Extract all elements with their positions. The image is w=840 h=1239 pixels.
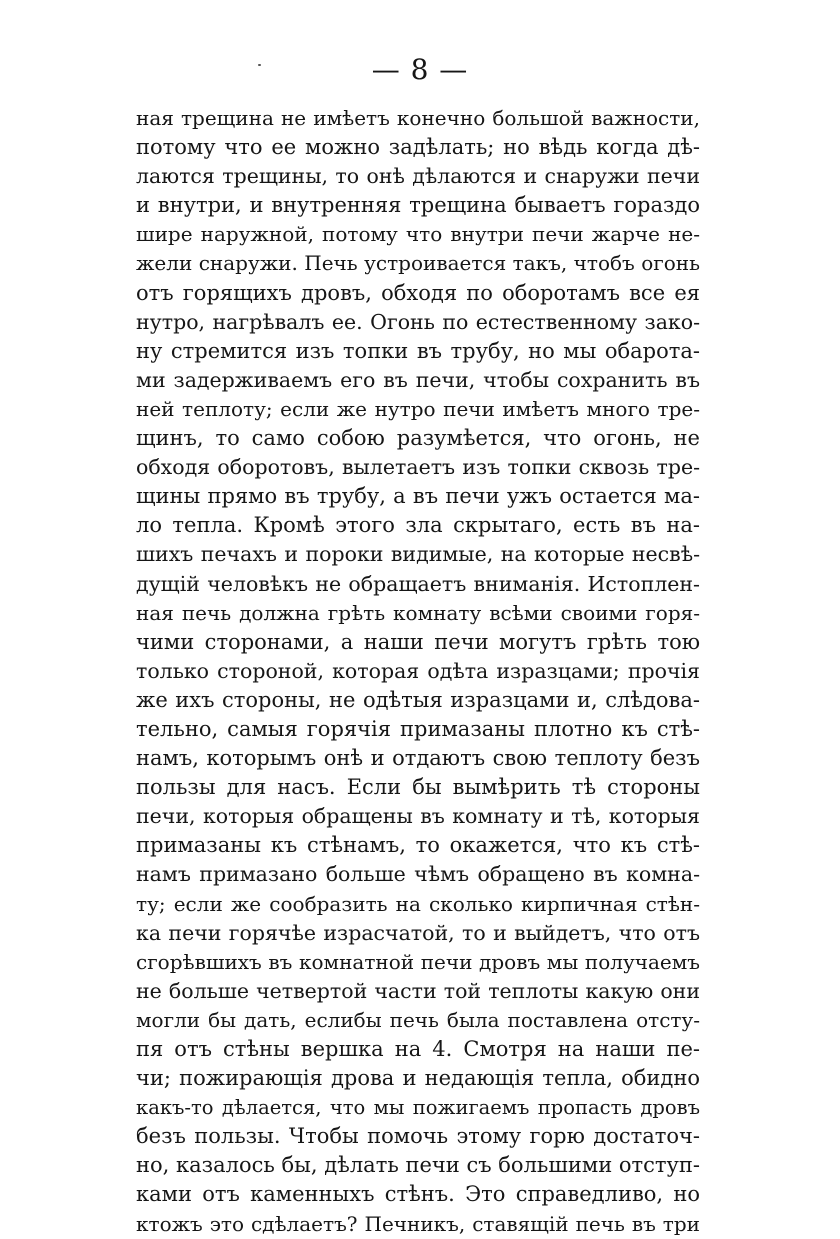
text-line: потому что ее можно задѣлать; но вѣдь когда дѣ- bbox=[136, 135, 700, 160]
text-line: ками отъ каменныхъ стѣнъ. Это справедливо, но bbox=[136, 1182, 700, 1207]
text-line: щинъ, то само собою разумѣется, что огонь, не bbox=[136, 426, 700, 451]
text-line: ка печи горячѣе израсчатой, то и выйдетъ, что отъ bbox=[136, 920, 700, 945]
text-line: ту; если же сообразить на сколько кирпичная стѣн- bbox=[136, 891, 700, 916]
text-line: примазаны къ стѣнамъ, то окажется, что къ стѣ- bbox=[136, 833, 700, 858]
text-line: же ихъ стороны, не одѣтыя изразцами и, слѣдова- bbox=[136, 687, 700, 712]
text-line: шихъ печахъ и пороки видимые, на которые несвѣ- bbox=[136, 542, 700, 567]
text-line: пользы для насъ. Если бы вымѣрить тѣ стороны bbox=[136, 775, 700, 800]
text-line: могли бы дать, еслибы печь была поставлена отсту- bbox=[136, 1007, 700, 1032]
page-number: — 8 — bbox=[371, 53, 469, 86]
text-line: щины прямо въ трубу, а въ печи ужъ остается ма- bbox=[136, 484, 700, 509]
text-line: обходя оборотовъ, вылетаетъ изъ топки сквозь тре- bbox=[136, 455, 700, 480]
text-line: ми задерживаемъ его въ печи, чтобы сохранить въ bbox=[136, 367, 700, 392]
text-line: безъ пользы. Чтобы помочь этому горю достаточ- bbox=[136, 1124, 700, 1149]
text-line: жели снаружи. Печь устроивается такъ, чтобъ огонь bbox=[136, 251, 700, 276]
text-line: лаются трещины, то онѣ дѣлаются и снаружи печи bbox=[136, 164, 700, 189]
text-line: ная печь должна грѣть комнату всѣми своими горя- bbox=[136, 600, 700, 625]
text-line: ктожъ это сдѣлаетъ? Печникъ, ставящій печь въ три bbox=[136, 1211, 700, 1236]
text-line: намъ, которымъ онѣ и отдаютъ свою теплоту безъ bbox=[136, 746, 700, 771]
text-line: тельно, самыя горячія примазаны плотно къ стѣ- bbox=[136, 716, 700, 741]
text-line: дущій человѣкъ не обращаетъ вниманія. Истоплен- bbox=[136, 571, 700, 596]
text-line: намъ примазано больше чѣмъ обращено въ комна- bbox=[136, 862, 700, 887]
text-line: ней теплоту; если же нутро печи имѣетъ много тре- bbox=[136, 396, 700, 421]
text-line: пя отъ стѣны вершка на 4. Смотря на наши пе- bbox=[136, 1037, 700, 1061]
text-line: чими сторонами, а наши печи могутъ грѣть тою bbox=[136, 629, 700, 654]
text-line: ная трещина не имѣетъ конечно большой важности, bbox=[136, 106, 700, 130]
text-line: ну стремится изъ топки въ трубу, но мы обарота- bbox=[136, 338, 700, 363]
text-line: какъ-то дѣлается, что мы пожигаемъ пропасть дровъ bbox=[136, 1096, 700, 1120]
body-text bbox=[136, 104, 700, 1239]
text-line: и внутри, и внутренняя трещина бываетъ гораздо bbox=[136, 193, 700, 218]
text-line: печи, которыя обращены въ комнату и тѣ, которыя bbox=[136, 804, 700, 829]
text-line: чи; пожирающія дрова и недающія тепла, обидно bbox=[136, 1066, 700, 1091]
text-line: ло тепла. Кромѣ этого зла скрытаго, есть въ на- bbox=[136, 513, 700, 538]
text-line: отъ горящихъ дровъ, обходя по оборотамъ все ея bbox=[136, 280, 700, 305]
text-line: не больше четвертой части той теплоты какую они bbox=[136, 978, 700, 1003]
text-line: сгорѣвшихъ въ комнатной печи дровъ мы получаемъ bbox=[136, 949, 700, 974]
text-line: нутро, нагрѣвалъ ее. Огонь по естественному зако- bbox=[136, 309, 700, 334]
text-line: шире наружной, потому что внутри печи жарче не- bbox=[136, 222, 700, 247]
text-line: только стороной, которая одѣта изразцами; прочія bbox=[136, 658, 700, 683]
text-line: но, казалось бы, дѣлать печи съ большими отступ- bbox=[136, 1153, 700, 1178]
